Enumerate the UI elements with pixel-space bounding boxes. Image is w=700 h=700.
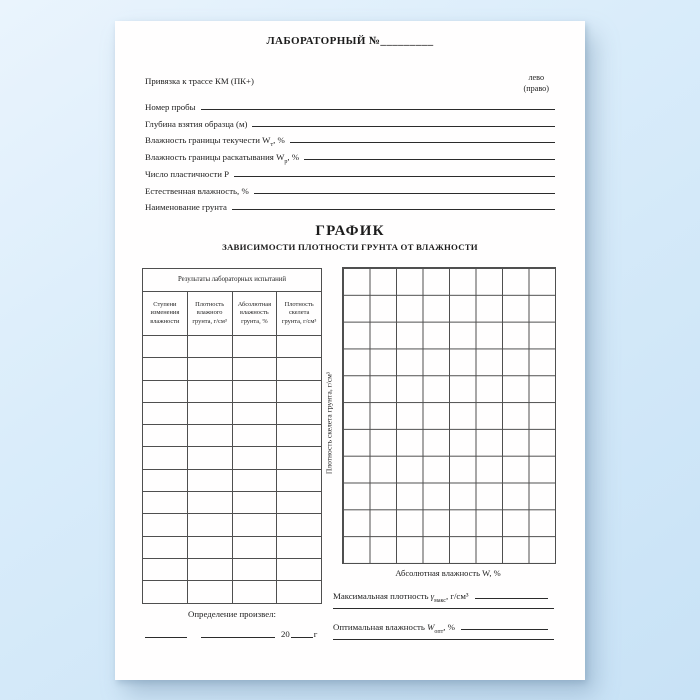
lab-table-empty-row [143,380,322,402]
side-left-label: лево [528,73,545,82]
empty-cell [143,581,188,603]
document-page [115,21,585,680]
column-header-wet-density: Плотность влажного грунта, г/см³ [187,292,232,336]
empty-cell [277,536,322,558]
column-header-skeleton-density: Плотность скелета грунта, г/см³ [277,292,322,336]
empty-cell [187,581,232,603]
lab-table-body [143,336,322,604]
empty-cell [277,336,322,358]
empty-cell [277,558,322,580]
table-header-row [143,292,322,336]
trace-binding-label: Привязка к трассе КМ (ПК+) [145,76,254,86]
empty-cell [143,558,188,580]
lab-table-empty-row [143,425,322,447]
signature-row [145,626,318,639]
blank-line [333,608,554,609]
lab-table-empty-row [143,358,322,380]
empty-cell [232,536,277,558]
empty-cell [143,447,188,469]
result-max-density: Максимальная плотность $\gamma_{макс}$, г/см³ [333,586,554,609]
field-sampling-depth: Глубина взятия образца (м) [145,112,555,129]
empty-cell [187,358,232,380]
lab-table-empty-row [143,336,322,358]
empty-cell [187,380,232,402]
blank-line [252,126,555,127]
empty-cell [187,447,232,469]
empty-cell [277,425,322,447]
blank-line [254,193,555,194]
empty-cell [143,514,188,536]
empty-cell [187,558,232,580]
x-axis-label: Абсолютная влажность W, % [395,568,501,578]
empty-cell [277,402,322,424]
year-prefix: 20 [281,629,290,639]
empty-cell [232,447,277,469]
field-plasticity-number: Число пластичности Р [145,162,555,179]
empty-cell [232,581,277,603]
field-soil-name: Наименование грунта [145,196,555,213]
empty-cell [143,425,188,447]
blank-line [461,629,548,630]
performed-by-label: Определение произвел: [188,609,276,619]
empty-cell [187,336,232,358]
y-axis-label: Плотность скелета грунта, г/см³ [324,371,334,475]
empty-cell [143,380,188,402]
blank-line [291,636,313,638]
empty-cell [143,336,188,358]
empty-cell [232,425,277,447]
empty-cell [143,469,188,491]
empty-cell [277,358,322,380]
empty-cell [232,492,277,514]
column-header-absolute-moisture: Абсолютная влажность грунта, % [232,292,277,336]
empty-cell [187,402,232,424]
empty-cell [232,336,277,358]
lab-table-empty-row [143,514,322,536]
blank-line [290,142,555,143]
field-liquid-limit: Влажность границы текучести $W_т$, % [145,129,555,146]
graph-title: ГРАФИК [315,223,385,239]
blank-line [304,159,555,160]
empty-cell [232,558,277,580]
side-right-label: (право) [523,84,549,94]
blank-line [475,598,548,599]
empty-cell [143,358,188,380]
empty-cell [232,402,277,424]
table-caption: Результаты лабораторных испытаний [143,269,322,292]
lab-table-empty-row [143,536,322,558]
lab-results-table [142,268,322,604]
lab-table-empty-row [143,558,322,580]
empty-cell [232,358,277,380]
lab-table-empty-row [143,581,322,603]
blank-line [201,109,555,110]
empty-cell [232,469,277,491]
field-plastic-limit: Влажность границы раскатывания $W_р$, % [145,145,555,162]
empty-cell [277,514,322,536]
empty-cell [232,380,277,402]
blank-line [333,639,554,640]
empty-cell [143,402,188,424]
fields-list [145,95,555,212]
empty-cell [143,492,188,514]
year-suffix: г [313,629,318,639]
field-sample-number: Номер пробы [145,95,555,112]
blank-line [145,636,187,638]
empty-cell [187,469,232,491]
empty-cell [143,536,188,558]
lab-table-empty-row [143,469,322,491]
column-header-moisture-steps: Ступени изменения влажности [143,292,188,336]
table-caption-row [143,269,322,292]
empty-cell [187,536,232,558]
lab-table-empty-row [143,402,322,424]
empty-cell [277,469,322,491]
empty-cell [187,492,232,514]
lab-table-empty-row [143,492,322,514]
empty-cell [232,514,277,536]
graph-subtitle: ЗАВИСИМОСТИ ПЛОТНОСТИ ГРУНТА ОТ ВЛАЖНОСТИ [222,242,478,252]
empty-cell [277,492,322,514]
lab-table-empty-row [143,447,322,469]
empty-cell [187,514,232,536]
field-natural-moisture: Естественная влажность, % [145,179,555,196]
blank-line [234,176,555,177]
blank-line [232,209,555,210]
document-title: ЛАБОРАТОРНЫЙ №_________ [266,35,434,47]
graph-grid [342,267,556,564]
empty-cell [277,447,322,469]
empty-cell [277,581,322,603]
result-optimal-moisture: Оптимальная влажность $W_{опт}$, % [333,617,554,640]
empty-cell [187,425,232,447]
blank-line [201,636,275,638]
side-note [524,72,549,94]
empty-cell [277,380,322,402]
